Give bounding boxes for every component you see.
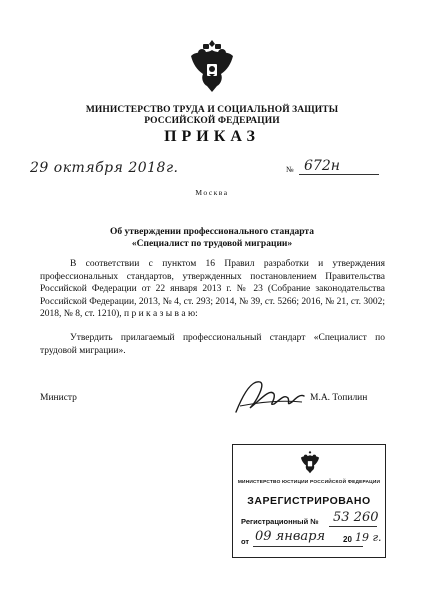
stamp-year-prefix: 20 <box>343 535 352 544</box>
order-subject <box>40 226 384 250</box>
city: Москва <box>195 188 229 197</box>
signatory-name: М.А. Топилин <box>310 393 368 403</box>
body-paragraph-1: В соответствии с пунктом 16 Правил разработки и утверждения профессиональных стандартов, утвержденных постановлением Правительства Российской Федерации от 22 января 2013 г. № 23 (Собрание законодательства Российской Федерации, 2013, № 4, ст. 293; 2014, № 39, ст. 5266; 2016, № 21, ст. 3002; 2018, № 8, ст. 1210), п р и к а з ы в а ю: <box>40 259 385 319</box>
stamp-date-underline <box>253 546 363 547</box>
stamp-regno-underline <box>329 526 377 527</box>
subject-line-2: «Специалист по трудовой миграции» <box>131 239 293 249</box>
handwritten-signature <box>230 372 310 422</box>
stamp-from-label: от <box>241 537 250 546</box>
order-title: ПРИКАЗ <box>164 128 260 145</box>
signatory-position: Министр <box>40 393 77 403</box>
order-date: 29 октября 2018г. <box>30 160 179 176</box>
ministry-line-2: РОССИЙСКОЙ ФЕДЕРАЦИИ <box>144 116 280 126</box>
ministry-name <box>40 105 384 127</box>
stamp-year: 19 г. <box>355 531 382 544</box>
stamp-regno-label: Регистрационный № <box>241 517 319 526</box>
number-label: № <box>286 165 294 174</box>
coat-of-arms-icon <box>187 36 237 96</box>
stamp-organization: МИНИСТЕРСТВО ЮСТИЦИИ РОССИЙСКОЙ ФЕДЕРАЦИИ <box>237 480 381 485</box>
ministry-line-1: МИНИСТЕРСТВО ТРУДА И СОЦИАЛЬНОЙ ЗАЩИТЫ <box>85 105 339 115</box>
registration-stamp <box>232 444 386 558</box>
stamp-date: 09 января <box>255 529 326 544</box>
stamp-registered: ЗАРЕГИСТРИРОВАНО <box>247 495 371 507</box>
number-underline <box>299 174 379 175</box>
order-number: 672н <box>304 158 340 174</box>
subject-line-1: Об утверждении профессионального стандарта <box>110 227 314 237</box>
stamp-regno: 53 260 <box>333 510 379 525</box>
body-paragraph-2: Утвердить прилагаемый профессиональный стандарт «Специалист по трудовой миграции». <box>40 333 385 356</box>
stamp-coat-of-arms-icon <box>299 449 321 475</box>
